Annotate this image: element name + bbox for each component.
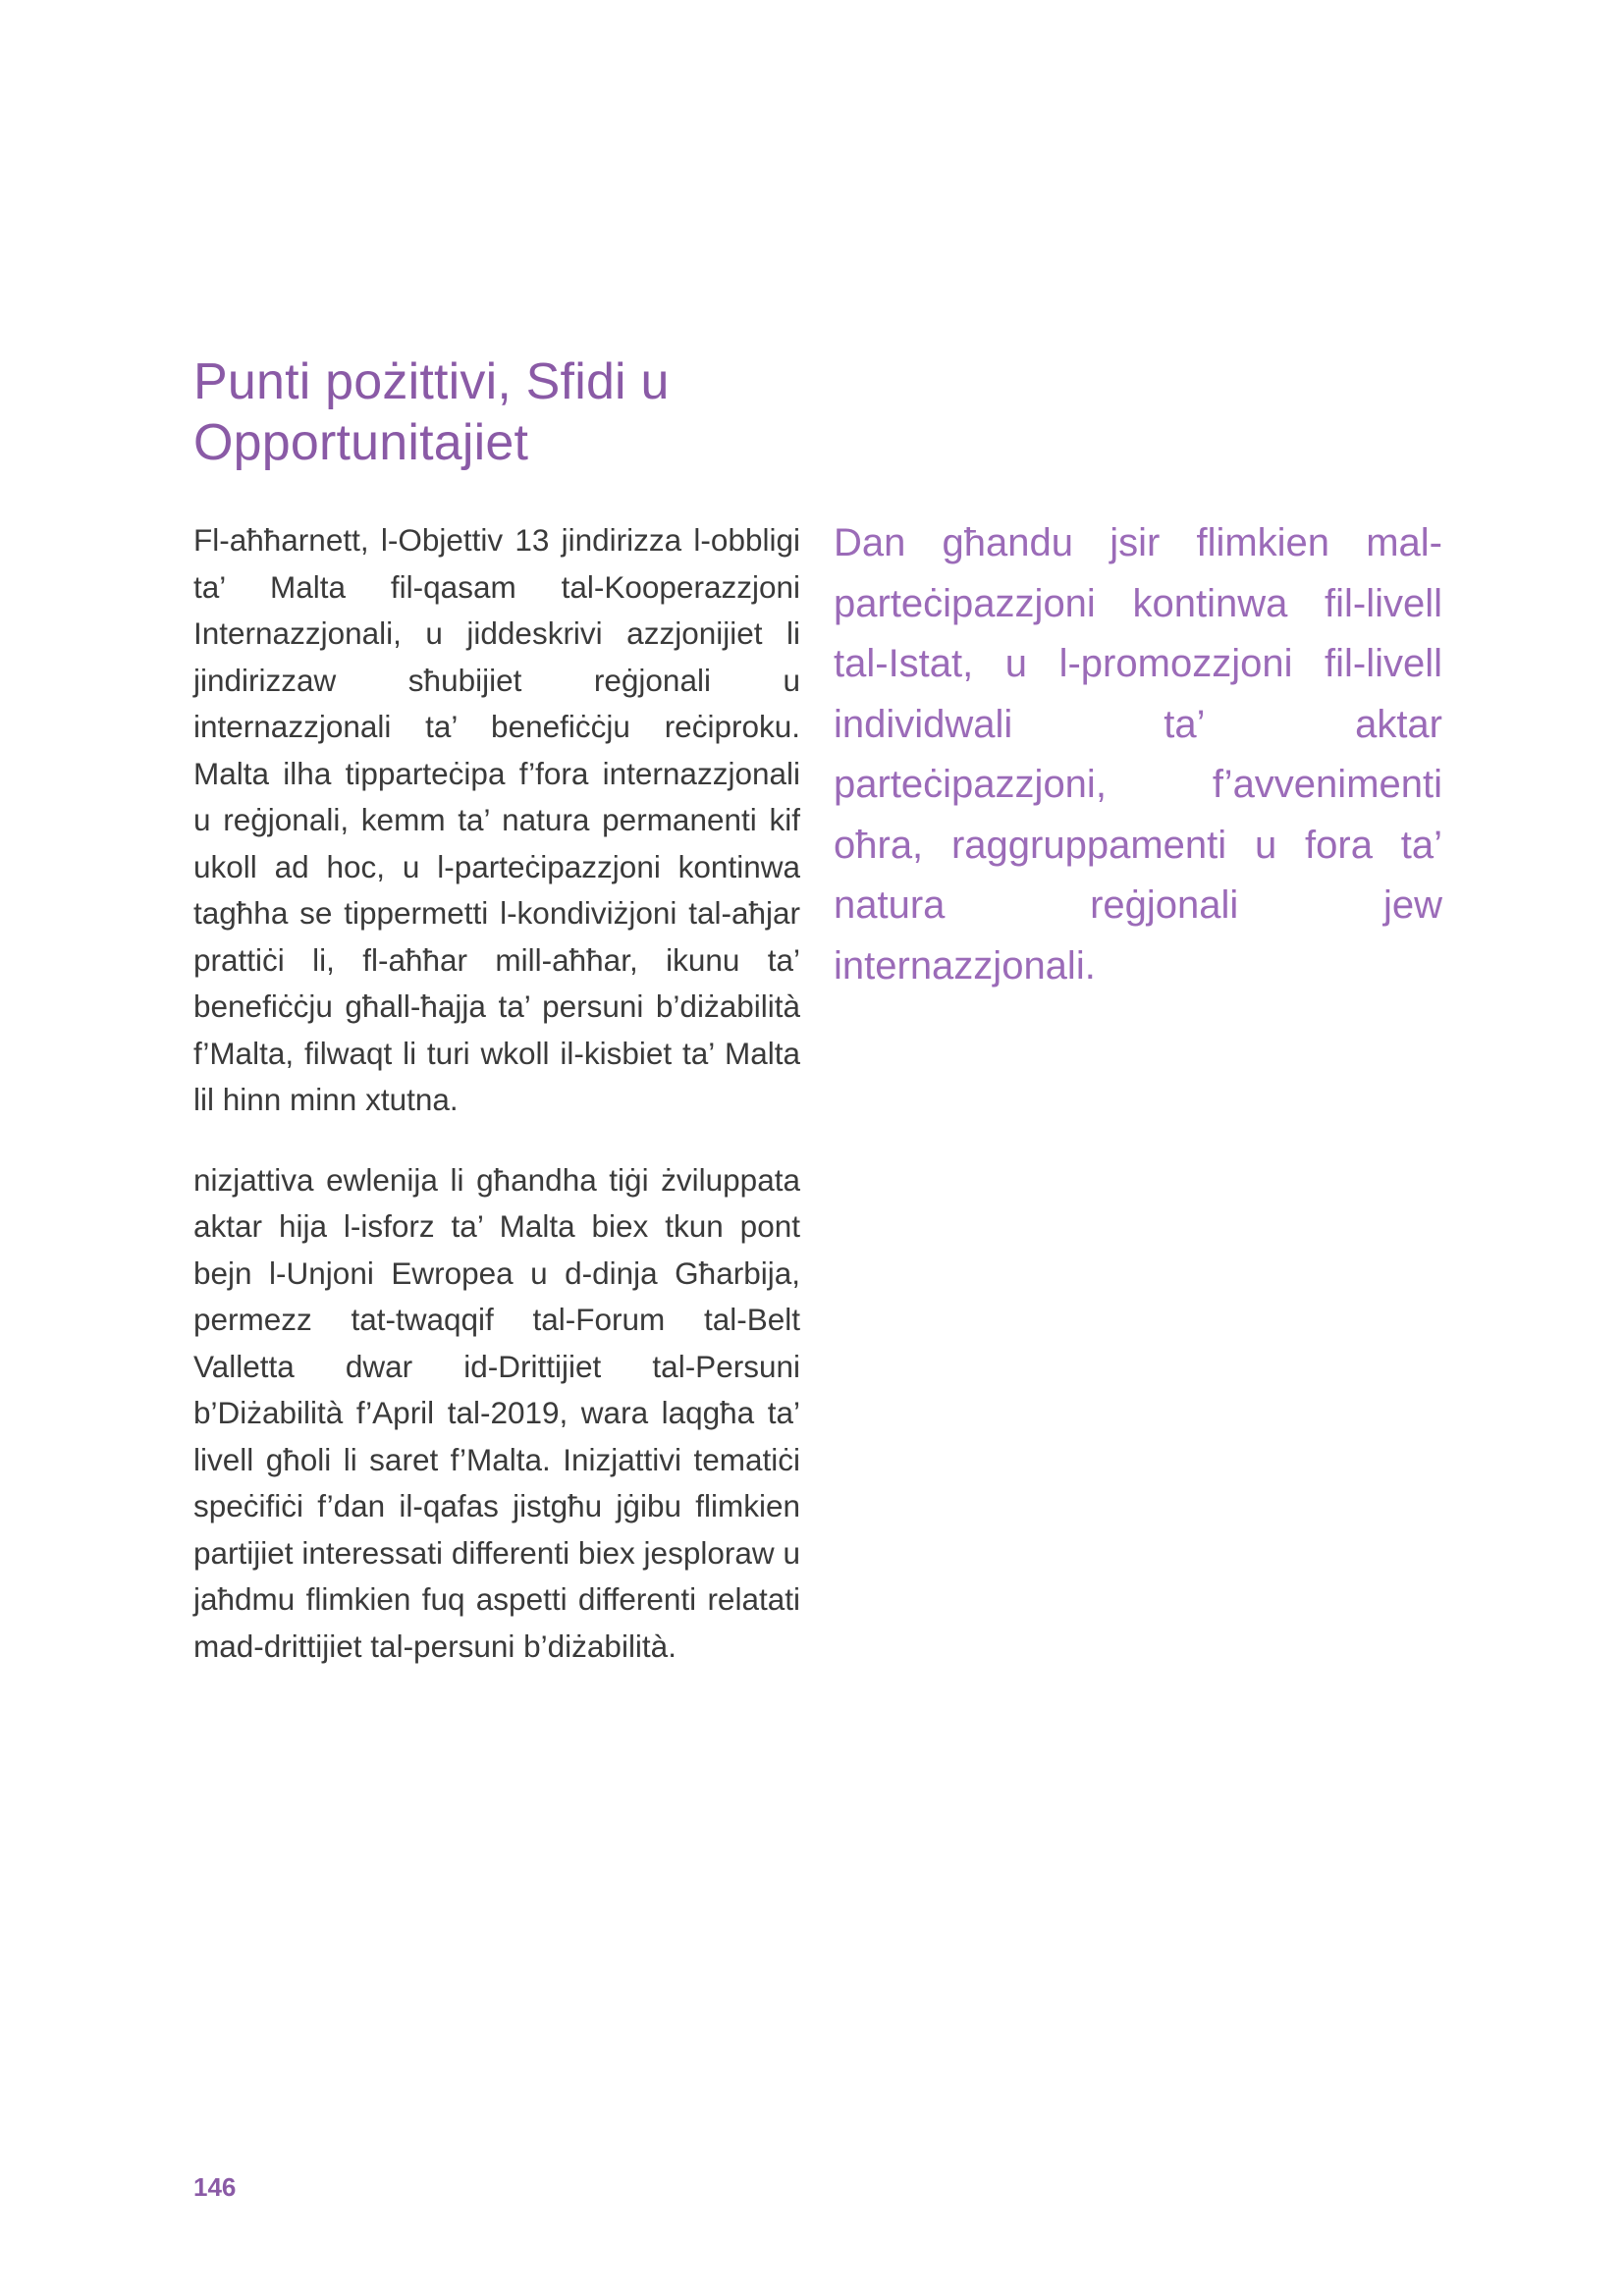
pull-quote: Dan għandu jsir flimkien mal-parteċipazzjoni kontinwa fil-livell tal-Istat, u l-promozzjoni fil-livell individwali ta’ aktar parteċipazzjoni, f’avvenimenti oħra, raggruppamenti u fora ta’ natura reġjonali jew internazzjonali. [834,521,1442,988]
body-paragraph-2: nizjattiva ewlenija li għandha tiġi żviluppata aktar hija l-isforz ta’ Malta biex tkun pont bejn l-Unjoni Ewropea u d-dinja Għarbija, permezz tat-twaqqif tal-Forum tal-Belt Valletta dwar id-Drittijiet tal-Persuni b’Diżabilità f’April tal-2019, wara laqgħa ta’ livell għoli li saret f’Malta. Inizjattivi tematiċi speċifiċi f’dan il-qafas jistgħu jġibu flimkien partijiet interessati differenti biex jesploraw u jaħdmu flimkien fuq aspetti differenti relatati mad-drittijiet tal-persuni b’diżabilità. [193,1161,800,1664]
page-number: 146 [193,2172,237,2202]
body-paragraph-1: Fl-aħħarnett, l-Objettiv 13 jindirizza l-obbligi ta’ Malta fil-qasam tal-Kooperazzjoni Internazzjonali, u jiddeskrivi azzjonijiet li jindirizzaw sħubijiet reġjonali u internazzjonali ta’ benefiċċju reċiproku. Malta ilha tipparteċipa f’fora internazzjonali u reġjonali, kemm ta’ natura permanenti kif ukoll ad hoc, u l-parteċipazzjoni kontinwa tagħha se tippermetti l-kondiviżjoni tal-aħjar prattiċi li, fl-aħħar mill-aħħar, ikunu ta’ benefiċċju għall-ħajja ta’ persuni b’diżabilità f’Malta, filwaqt li turi wkoll il-kisbiet ta’ Malta lil hinn minn xtutna. [193,522,800,1117]
page-title: Punti pożittivi, Sfidi u Opportunitajiet [193,353,670,471]
body-column [193,517,800,1670]
pull-quote-column [834,513,1442,996]
